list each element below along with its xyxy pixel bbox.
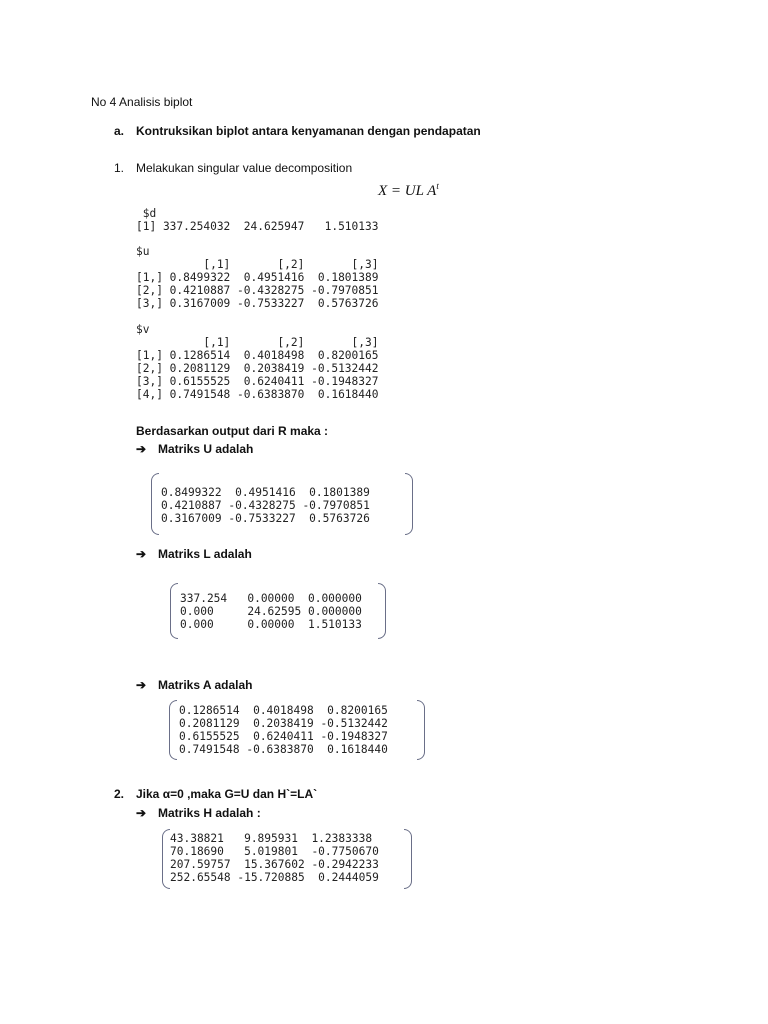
matrix-u-label: Matriks U adalah	[158, 442, 254, 456]
step2-text: Jika α=0 ,maka G=U dan H`=LA`	[136, 787, 318, 801]
matrix-l-left-bracket	[170, 583, 178, 639]
document-heading: No 4 Analisis biplot	[91, 95, 193, 109]
matrix-l-right-bracket	[378, 583, 386, 639]
matrix-a-values: 0.1286514 0.4018498 0.8200165 0.2081129 0.2038419 -0.5132442 0.6155525 0.6240411 -0.1948327 0.7491548 -0.6383870 0.1618440	[179, 704, 388, 756]
step1-text: Melakukan singular value decomposition	[136, 161, 353, 175]
matrix-u	[151, 473, 413, 535]
matrix-a-right-bracket	[417, 700, 425, 760]
matrix-h-label: Matriks H adalah :	[158, 806, 261, 820]
svd-equation	[378, 181, 439, 200]
r-output-u: $u [,1] [,2] [,3] [1,] 0.8499322 0.4951416 0.1801389 [2,] 0.4210887 -0.4328275 -0.7970851 [3,] 0.3167009 -0.7533227 0.5763726	[136, 245, 379, 310]
matrix-l-values: 337.254 0.00000 0.000000 0.000 24.62595 0.000000 0.000 0.00000 1.510133	[180, 592, 362, 631]
r-output-d: $d [1] 337.254032 24.625947 1.510133	[136, 207, 379, 233]
matrix-h-values: 43.38821 9.895931 1.2383338 70.18690 5.019801 -0.7750670 207.59757 15.367602 -0.2942233 252.65548 -15.720885 0.2444059	[170, 832, 379, 884]
matrix-h-right-bracket	[404, 829, 412, 889]
matrix-u-values: 0.8499322 0.4951416 0.1801389 0.4210887 -0.4328275 -0.7970851 0.3167009 -0.7533227 0.5763726	[161, 486, 370, 525]
arrow-icon: ➔	[136, 442, 147, 456]
berdasarkan-text: Berdasarkan output dari R maka :	[136, 424, 329, 438]
arrow-icon: ➔	[136, 547, 147, 561]
step1-marker: 1.	[114, 161, 125, 175]
matrix-h-left-bracket	[162, 829, 170, 889]
matrix-a-left-bracket	[169, 700, 177, 760]
matrix-u-left-bracket	[151, 473, 159, 535]
svd-equation-superscript: t	[436, 181, 439, 191]
matrix-u-right-bracket	[405, 473, 413, 535]
matrix-h	[162, 829, 412, 889]
step2-marker: 2.	[114, 787, 125, 801]
arrow-icon: ➔	[136, 678, 147, 692]
r-output-v: $v [,1] [,2] [,3] [1,] 0.1286514 0.4018498 0.8200165 [2,] 0.2081129 0.2038419 -0.5132442 [3,] 0.6155525 0.6240411 -0.1948327 [4,] 0.7491548 -0.6383870 0.1618440	[136, 323, 379, 401]
svd-equation-main: X = UL A	[378, 183, 437, 199]
part-a-text: Kontruksikan biplot antara kenyamanan dengan pendapatan	[136, 124, 481, 138]
matrix-a-label: Matriks A adalah	[158, 678, 253, 692]
arrow-icon: ➔	[136, 806, 147, 820]
matrix-l-label: Matriks L adalah	[158, 547, 252, 561]
matrix-l	[170, 583, 386, 639]
part-a-marker: a.	[114, 124, 125, 138]
matrix-a	[169, 700, 425, 760]
